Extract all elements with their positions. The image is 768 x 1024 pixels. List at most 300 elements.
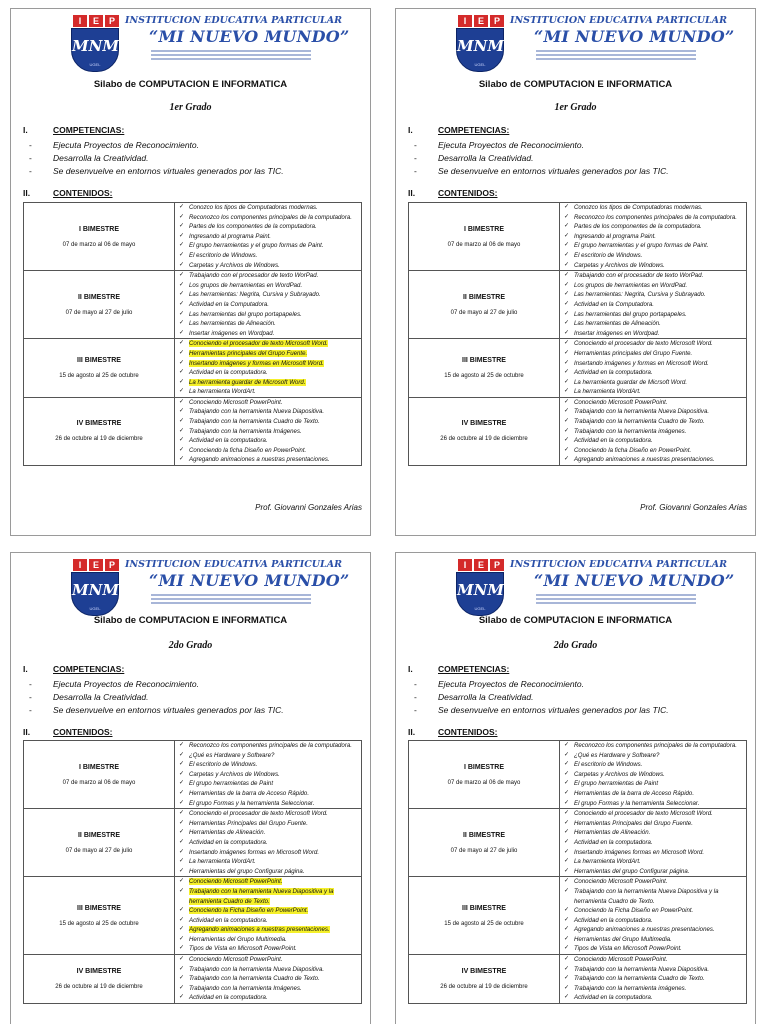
topic-text: El escritorio de Windows.: [574, 251, 643, 259]
topic-text: Trabajando con la herramienta Nueva Diapositiva.: [574, 965, 710, 973]
iep-letter: I: [73, 559, 87, 571]
competencias-heading: [23, 125, 124, 135]
topics-list: [560, 398, 746, 465]
topic-item: [564, 809, 744, 819]
header-fine-print: [151, 594, 311, 596]
topic-text: Agregando animaciones a nuestras presentaciones.: [574, 456, 715, 464]
topic-item: [179, 779, 359, 789]
topic-item: [179, 290, 359, 300]
competencias-list: [414, 139, 669, 178]
competencia-item: [29, 139, 284, 152]
topic-item: [564, 867, 744, 877]
bimestre-cell: [24, 809, 175, 877]
competencia-text: Se desenvuelve en entornos virtuales generados por las TIC.: [438, 705, 669, 715]
bimestre-name: I BIMESTRE: [463, 225, 505, 233]
dash-bullet: -: [29, 140, 32, 150]
topic-text: Las herramientas: Negrita, Cursiva y Subrayado.: [189, 291, 321, 299]
dash-bullet: -: [29, 166, 32, 176]
syllabus-page: [10, 552, 371, 1024]
bimestre-cell: [409, 339, 560, 398]
header-fine-print: [536, 602, 696, 604]
topic-item: [179, 944, 359, 954]
bimestre-dates: 07 de marzo al 06 de mayo: [62, 779, 136, 786]
topic-text: Trabajando con el procesador de texto WorPad.: [574, 272, 704, 280]
bimestre-name: II BIMESTRE: [462, 831, 505, 839]
bimestre-row: [24, 397, 362, 465]
topic-item: [179, 417, 359, 427]
bimestre-dates: 07 de marzo al 06 de mayo: [447, 241, 521, 248]
topic-text: Trabajando con la herramienta Imágenes.: [189, 427, 302, 435]
topic-text: Actividad en la computadora.: [189, 916, 268, 924]
topic-text: Trabajando con la herramienta Nueva Diapositiva y la herramienta Cuadro de Texto.: [189, 887, 334, 905]
bimestre-dates: 15 de agosto al 25 de octubre: [59, 373, 139, 380]
topic-text: Actividad en la computadora.: [189, 994, 268, 1002]
section-number: I.: [23, 664, 28, 674]
bimestre-cell: [409, 271, 560, 339]
school-header: [396, 553, 755, 611]
topic-item: [564, 300, 744, 310]
section-label: CONTENIDOS:: [438, 188, 498, 198]
topic-text: Reconozco los componentes principales de la computadora.: [189, 213, 352, 221]
bimestre-row: [24, 809, 362, 877]
topic-item: [564, 848, 744, 858]
bimestre-row: [24, 339, 362, 398]
topic-item: [564, 857, 744, 867]
topic-text: Herramientas Principales del Grupo Fuente.: [574, 819, 693, 827]
institution-name: INSTITUCION EDUCATIVA PARTICULAR: [510, 15, 727, 26]
bimestre-name: I BIMESTRE: [78, 225, 120, 233]
topic-item: [179, 349, 359, 359]
topic-item: [179, 407, 359, 417]
iep-letter: E: [89, 559, 103, 571]
competencia-text: Ejecuta Proyectos de Reconocimiento.: [53, 140, 199, 150]
topic-text: Conozco los tipos de Computadoras modernas.: [574, 204, 703, 211]
crest-monogram: MNM: [457, 37, 504, 55]
topics-list: [175, 339, 361, 397]
competencia-text: Se desenvuelve en entornos virtuales generados por las TIC.: [438, 166, 669, 176]
topic-text: Insertar imágenes en Wordpad.: [574, 329, 660, 337]
topic-item: [564, 319, 744, 329]
section-number: I.: [408, 664, 413, 674]
topic-text: Herramientas del Grupo Multimedia.: [189, 935, 287, 943]
topic-item: [564, 271, 744, 281]
topic-item: [564, 455, 744, 465]
topics-cell: [560, 271, 747, 339]
topic-item: [179, 838, 359, 848]
contenidos-heading: [408, 188, 498, 198]
bimestre-name: III BIMESTRE: [77, 904, 121, 912]
topic-text: Conociendo Microsoft PowerPoint.: [574, 398, 668, 406]
topics-list: [175, 877, 361, 954]
topic-text: Conociendo la Ficha Diseño en PowerPoint.: [574, 907, 694, 915]
syllabus-title: Silabo de COMPUTACION E INFORMATICA: [478, 79, 673, 90]
contenidos-heading: [408, 727, 498, 737]
topics-cell: [175, 877, 362, 955]
bimestre-name: IV BIMESTRE: [461, 968, 507, 976]
iep-logo: [458, 559, 504, 571]
grade-label: 1er Grado: [554, 102, 597, 113]
topic-item: [179, 887, 359, 906]
topic-item: [179, 232, 359, 242]
topic-text: Trabajando con la herramienta imágenes.: [574, 427, 687, 435]
topic-item: [179, 378, 359, 388]
competencias-heading: [408, 125, 509, 135]
topic-item: [564, 819, 744, 829]
header-fine-print: [151, 54, 311, 56]
bimestre-dates: 07 de marzo al 06 de mayo: [62, 241, 136, 248]
topic-item: [179, 867, 359, 877]
topic-item: [564, 916, 744, 926]
topic-item: [564, 789, 744, 799]
bimestre-dates: 07 de mayo al 27 de julio: [65, 309, 133, 316]
topic-text: Trabajando con la herramienta Imágenes.: [189, 984, 302, 992]
iep-letter: I: [458, 559, 472, 571]
dash-bullet: -: [29, 692, 32, 702]
topic-item: [564, 436, 744, 446]
topic-item: [179, 877, 359, 887]
topic-item: [564, 427, 744, 437]
topic-item: [179, 329, 359, 339]
school-name: “MI NUEVO MUNDO”: [534, 571, 735, 590]
topic-item: [179, 368, 359, 378]
contenidos-table: [408, 202, 747, 466]
topic-text: Trabajando con el procesador de texto WorPad.: [189, 272, 319, 280]
competencia-text: Se desenvuelve en entornos virtuales generados por las TIC.: [53, 705, 284, 715]
topic-text: Agregando animaciones a nuestras presentaciones.: [574, 926, 715, 934]
topics-cell: [175, 955, 362, 1004]
topic-text: El grupo herramientas y el grupo formas de Paint.: [189, 242, 324, 250]
topics-list: [175, 741, 361, 808]
topic-text: Trabajando con la herramienta Cuadro de Texto.: [189, 975, 320, 983]
topic-item: [179, 203, 359, 213]
school-header: [396, 9, 755, 67]
topic-text: ¿Qué es Hardware y Software?: [574, 751, 660, 759]
topic-item: [564, 965, 744, 975]
bimestre-cell: [24, 203, 175, 271]
competencia-item: [414, 704, 669, 717]
topics-cell: [560, 397, 747, 465]
topic-item: [179, 828, 359, 838]
header-fine-print: [151, 50, 311, 52]
bimestre-row: [409, 397, 747, 465]
topic-text: Trabajando con la herramienta Cuadro de Texto.: [574, 975, 705, 983]
topic-item: [179, 281, 359, 291]
topic-item: [564, 887, 744, 906]
competencias-heading: [408, 664, 509, 674]
iep-letter: P: [105, 15, 119, 27]
header-fine-print: [536, 50, 696, 52]
section-label: CONTENIDOS:: [438, 727, 498, 737]
topic-text: Las herramientas del grupo portapapeles.: [189, 310, 302, 318]
topics-cell: [560, 955, 747, 1004]
topics-cell: [175, 809, 362, 877]
topic-item: [564, 203, 744, 213]
topic-item: [179, 310, 359, 320]
competencia-item: [414, 165, 669, 178]
topic-text: La herramienta WordArt.: [189, 388, 256, 396]
topic-text: Herramientas de Alineación.: [574, 829, 651, 837]
topic-text: Carpetas y Archivos de Windows.: [189, 261, 280, 269]
school-name: “MI NUEVO MUNDO”: [149, 27, 350, 46]
topics-cell: [560, 339, 747, 398]
topics-cell: [175, 271, 362, 339]
contenidos-table: [23, 202, 362, 466]
topics-cell: [560, 203, 747, 271]
topic-item: [179, 436, 359, 446]
bimestre-cell: [24, 955, 175, 1004]
bimestre-name: III BIMESTRE: [462, 357, 506, 365]
section-label: COMPETENCIAS:: [53, 125, 125, 135]
topic-item: [179, 213, 359, 223]
topic-text: Las herramientas de Alineación.: [189, 320, 276, 328]
topic-text: Conociendo Microsoft PowerPoint.: [574, 878, 668, 886]
competencia-text: Desarrolla la Creatividad.: [438, 692, 534, 702]
topic-item: [179, 848, 359, 858]
topic-text: Conociendo la ficha Diseño en PowerPoint.: [574, 446, 692, 454]
topic-text: Actividad en la Computadora.: [189, 300, 269, 308]
topic-text: La herramienta guardar de Microsoft Word.: [189, 378, 306, 386]
school-crest: [456, 28, 504, 72]
topic-text: Las herramientas de Alineación.: [574, 320, 661, 328]
topic-text: Conociendo el procesador de texto Microsoft Word.: [574, 810, 713, 818]
topics-cell: [175, 203, 362, 271]
section-label: COMPETENCIAS:: [438, 125, 510, 135]
topic-text: Agregando animaciones a nuestras presentaciones.: [189, 926, 330, 934]
topic-text: Reconozco los componentes principales de la computadora.: [189, 742, 352, 749]
header-fine-print: [151, 58, 311, 60]
bimestre-cell: [409, 955, 560, 1004]
topics-cell: [560, 809, 747, 877]
bimestre-row: [409, 809, 747, 877]
topic-text: Conozco los tipos de Computadoras modernas.: [189, 204, 318, 211]
competencia-text: Ejecuta Proyectos de Reconocimiento.: [53, 679, 199, 689]
bimestre-cell: [409, 809, 560, 877]
bimestre-name: IV BIMESTRE: [76, 968, 122, 976]
school-crest: [71, 572, 119, 616]
topics-list: [560, 955, 746, 1003]
header-fine-print: [536, 598, 696, 600]
topic-text: La herramienta WordArt.: [574, 388, 641, 396]
topic-text: Actividad en la computadora.: [189, 838, 268, 846]
bimestre-name: IV BIMESTRE: [461, 420, 507, 428]
topics-cell: [560, 741, 747, 809]
topic-item: [179, 751, 359, 761]
bimestre-dates: 26 de octubre al 19 de diciembre: [440, 984, 528, 991]
bimestre-cell: [409, 397, 560, 465]
school-crest: [456, 572, 504, 616]
bimestre-name: I BIMESTRE: [463, 763, 505, 771]
section-number: II.: [408, 188, 416, 198]
topic-item: [564, 222, 744, 232]
bimestre-cell: [24, 397, 175, 465]
topic-item: [179, 222, 359, 232]
topics-list: [560, 271, 746, 338]
iep-letter: E: [474, 15, 488, 27]
topics-cell: [175, 741, 362, 809]
competencia-item: [29, 165, 284, 178]
bimestre-cell: [409, 877, 560, 955]
topic-item: [179, 984, 359, 994]
topic-item: [179, 809, 359, 819]
topic-text: El grupo herramientas de Paint: [574, 780, 659, 788]
topic-text: Herramientas principales del Grupo Fuente.: [189, 349, 308, 357]
topic-item: [564, 446, 744, 456]
topic-text: Actividad en la computadora.: [574, 437, 653, 445]
bimestre-cell: [24, 741, 175, 809]
topic-text: Las herramientas del grupo portapapeles.: [574, 310, 687, 318]
school-header: [11, 553, 370, 611]
institution-name: INSTITUCION EDUCATIVA PARTICULAR: [125, 559, 342, 570]
topic-item: [179, 925, 359, 935]
topic-text: Trabajando con la herramienta Nueva Diapositiva y la herramienta Cuadro de Texto.: [574, 887, 719, 905]
teacher-signature: Prof. Giovanni Gonzales Arias: [640, 503, 747, 512]
topic-text: Conociendo el procesador de texto Microsoft Word.: [189, 810, 328, 818]
topic-text: El grupo Formas y la herramienta Seleccionar.: [574, 799, 700, 807]
topics-list: [560, 203, 746, 270]
topic-item: [564, 984, 744, 994]
competencia-item: [29, 691, 284, 704]
crest-caption: UGEL: [89, 606, 101, 611]
topic-item: [564, 974, 744, 984]
bimestre-dates: 07 de mayo al 27 de julio: [450, 847, 518, 854]
institution-name: INSTITUCION EDUCATIVA PARTICULAR: [510, 559, 727, 570]
topic-text: Insertar imágenes en Wordpad.: [189, 329, 275, 337]
topic-item: [564, 378, 744, 388]
bimestre-dates: 26 de octubre al 19 de diciembre: [55, 436, 143, 443]
topic-item: [564, 407, 744, 417]
topic-text: Conociendo la ficha Diseño en PowerPoint.: [189, 446, 307, 454]
topic-item: [179, 251, 359, 261]
bimestre-row: [409, 741, 747, 809]
section-label: CONTENIDOS:: [53, 727, 113, 737]
topic-item: [564, 261, 744, 271]
competencia-text: Ejecuta Proyectos de Reconocimiento.: [438, 679, 584, 689]
topic-text: Los grupos de herramientas en WordPad.: [189, 281, 303, 289]
topic-item: [179, 241, 359, 251]
iep-letter: P: [490, 559, 504, 571]
syllabus-title: Silabo de COMPUTACION E INFORMATICA: [93, 79, 288, 90]
competencia-item: [414, 691, 669, 704]
topic-text: Trabajando con la herramienta Cuadro de Texto.: [574, 418, 705, 426]
bimestre-name: I BIMESTRE: [78, 763, 120, 771]
topic-item: [179, 857, 359, 867]
iep-logo: [73, 15, 119, 27]
topic-text: La herramienta guardar de Micrsoft Word.: [574, 378, 688, 386]
bimestre-row: [24, 741, 362, 809]
topic-text: Herramientas de la barra de Acceso Rápido.: [189, 789, 310, 797]
topic-text: Herramientas Principales del Grupo Fuente.: [189, 819, 308, 827]
dash-bullet: -: [414, 153, 417, 163]
competencias-list: [29, 139, 284, 178]
competencia-text: Ejecuta Proyectos de Reconocimiento.: [438, 140, 584, 150]
bimestre-row: [409, 955, 747, 1004]
bimestre-row: [409, 877, 747, 955]
topic-item: [179, 446, 359, 456]
competencia-text: Desarrolla la Creatividad.: [438, 153, 534, 163]
topics-cell: [560, 877, 747, 955]
topics-list: [175, 955, 361, 1003]
topic-item: [564, 398, 744, 408]
iep-letter: P: [490, 15, 504, 27]
topic-text: Actividad en la Computadora.: [574, 300, 654, 308]
topic-text: El escritorio de Windows.: [189, 251, 258, 259]
competencia-text: Se desenvuelve en entornos virtuales generados por las TIC.: [53, 166, 284, 176]
bimestre-dates: 07 de marzo al 06 de mayo: [447, 779, 521, 786]
topic-item: [179, 319, 359, 329]
topic-item: [179, 387, 359, 397]
topic-item: [179, 916, 359, 926]
competencia-item: [29, 678, 284, 691]
crest-monogram: MNM: [72, 581, 119, 599]
topic-item: [564, 339, 744, 349]
bimestre-row: [24, 271, 362, 339]
dash-bullet: -: [414, 140, 417, 150]
section-label: CONTENIDOS:: [53, 188, 113, 198]
dash-bullet: -: [414, 705, 417, 715]
topic-item: [564, 751, 744, 761]
topic-item: [564, 944, 744, 954]
topic-text: Carpetas y Archivos de Windows.: [574, 261, 665, 269]
syllabus-page: [395, 8, 756, 536]
section-number: II.: [23, 727, 31, 737]
competencia-item: [414, 139, 669, 152]
topic-item: [564, 779, 744, 789]
topic-text: Conociendo Microsoft PowerPoint.: [189, 956, 283, 964]
bimestre-dates: 15 de agosto al 25 de octubre: [444, 373, 524, 380]
topic-item: [179, 261, 359, 271]
bimestre-name: III BIMESTRE: [462, 904, 506, 912]
topic-item: [179, 965, 359, 975]
topic-item: [179, 906, 359, 916]
dash-bullet: -: [414, 679, 417, 689]
section-number: I.: [23, 125, 28, 135]
topic-item: [564, 281, 744, 291]
topic-text: Partes de los componentes de la computadora.: [574, 223, 702, 231]
crest-caption: UGEL: [89, 62, 101, 67]
topic-item: [564, 993, 744, 1003]
topic-text: El escritorio de Windows.: [189, 761, 258, 769]
topic-text: Insertando imágenes formas en Microsoft Word.: [189, 848, 320, 856]
bimestre-row: [409, 203, 747, 271]
topic-text: El grupo herramientas de Paint: [189, 780, 274, 788]
section-number: II.: [23, 188, 31, 198]
crest-caption: UGEL: [474, 606, 486, 611]
topics-list: [560, 809, 746, 876]
bimestre-name: II BIMESTRE: [462, 293, 505, 301]
topic-item: [564, 290, 744, 300]
section-label: COMPETENCIAS:: [53, 664, 125, 674]
topic-text: Trabajando con la herramienta imágenes.: [574, 984, 687, 992]
topic-item: [179, 427, 359, 437]
topic-text: Ingresando al programa Paint.: [574, 232, 656, 240]
crest-monogram: MNM: [457, 581, 504, 599]
bimestre-dates: 15 de agosto al 25 de octubre: [444, 920, 524, 927]
iep-letter: P: [105, 559, 119, 571]
topic-text: Herramientas principales del Grupo Fuente.: [574, 349, 693, 357]
topic-item: [564, 906, 744, 916]
topic-item: [179, 935, 359, 945]
header-fine-print: [151, 602, 311, 604]
topic-item: [564, 213, 744, 223]
topic-item: [179, 359, 359, 369]
topic-text: Insertando imágenes y formas en Microsoft Word.: [189, 359, 324, 367]
topic-text: Carpetas y Archivos de Windows.: [189, 770, 280, 778]
topic-text: ¿Qué es Hardware y Software?: [189, 751, 275, 759]
bimestre-cell: [409, 203, 560, 271]
topic-item: [564, 925, 744, 935]
syllabus-page: [10, 8, 371, 536]
topic-item: [564, 329, 744, 339]
